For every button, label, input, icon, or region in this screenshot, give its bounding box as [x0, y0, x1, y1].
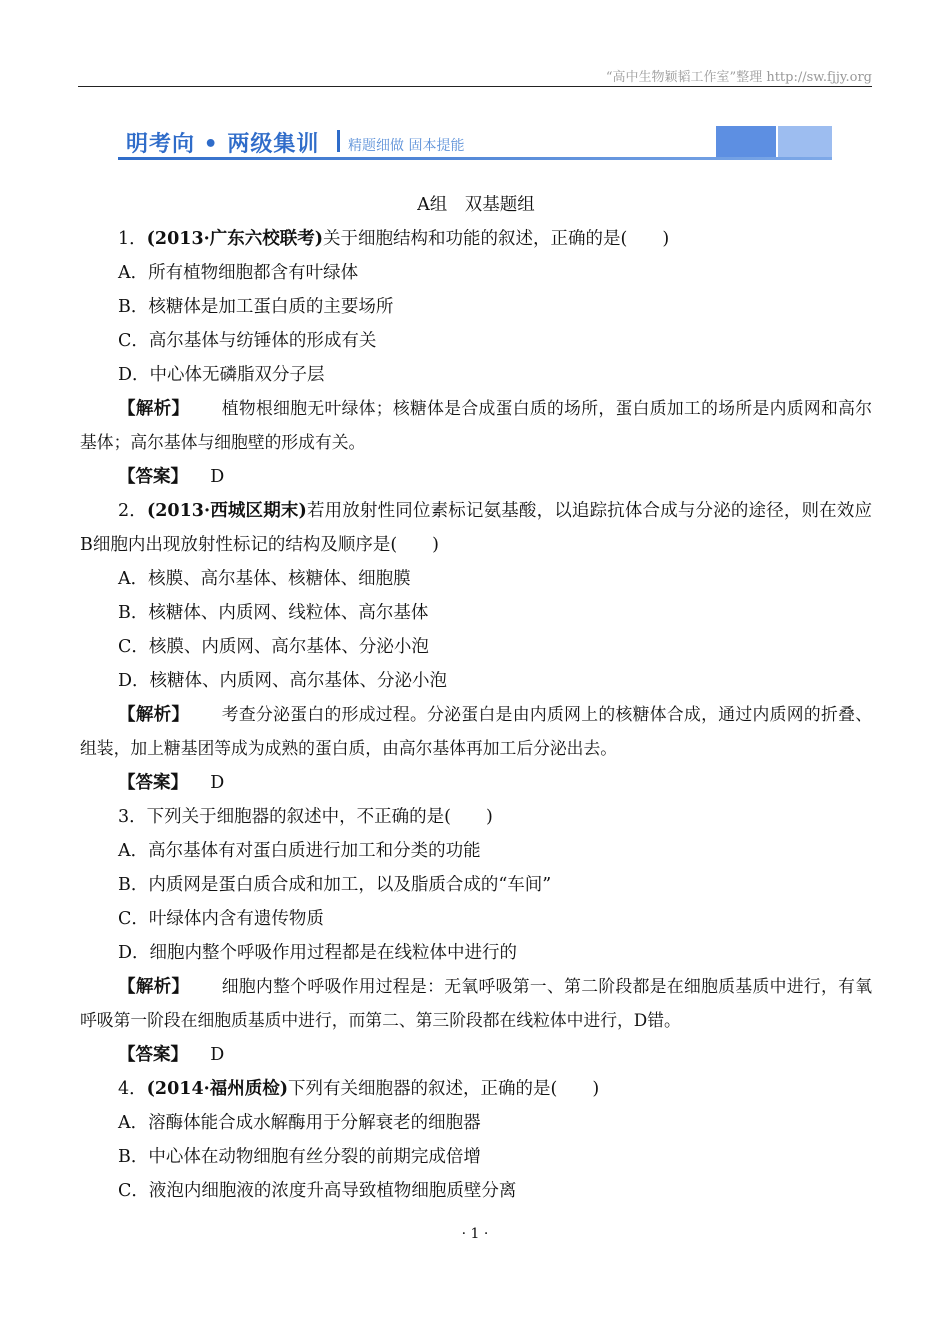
answer-label: 【答案】 — [118, 773, 188, 793]
header-note: “高中生物颖韬工作室”整理 http://sw.fjjy.org — [605, 70, 872, 85]
banner-block-dark — [716, 126, 776, 160]
option-b: B．核糖体、内质网、线粒体、高尔基体 — [118, 603, 429, 623]
option-d: D．细胞内整个呼吸作用过程都是在线粒体中进行的 — [118, 943, 518, 963]
question-source: (2013·西城区期末) — [146, 501, 307, 521]
option-b: B．核糖体是加工蛋白质的主要场所 — [118, 297, 394, 317]
answer — [80, 766, 872, 800]
question-stem — [80, 1072, 872, 1106]
group-title: A组 双基题组 — [417, 195, 535, 215]
answer-label: 【答案】 — [118, 467, 188, 487]
page-number: · 1 · — [461, 1226, 489, 1242]
question-number: 4． — [118, 1079, 147, 1099]
question-stem — [80, 494, 872, 562]
option-c: C．叶绿体内含有遗传物质 — [118, 909, 324, 929]
header-rule — [78, 86, 872, 87]
answer-value: D — [210, 1045, 225, 1065]
option-a: A．溶酶体能合成水解酶用于分解衰老的细胞器 — [118, 1113, 481, 1133]
option-b: B．中心体在动物细胞有丝分裂的前期完成倍增 — [118, 1147, 481, 1167]
banner-block-light — [778, 126, 832, 160]
answer-value: D — [210, 773, 225, 793]
analysis-text: 考查分泌蛋白的形成过程。分泌蛋白是由内质网上的核糖体合成，通过内质网的折叠、组装，加上糖基团等成为成熟的蛋白质，由高尔基体再加工后分泌出去。 — [80, 704, 873, 758]
option-a: A．高尔基体有对蛋白质进行加工和分类的功能 — [118, 841, 481, 861]
option-c: C．核膜、内质网、高尔基体、分泌小泡 — [118, 637, 429, 657]
document-body — [80, 188, 872, 1208]
section-banner — [118, 126, 832, 160]
analysis-label: 【解析】 — [118, 705, 190, 725]
answer — [80, 1038, 872, 1072]
question-stem — [80, 222, 872, 256]
analysis-text: 细胞内整个呼吸作用过程是：无氧呼吸第一、第二阶段都是在细胞质基质中进行，有氧呼吸第一阶段在细胞质基质中进行，而第二、第三阶段都在线粒体中进行，D错。 — [80, 976, 873, 1030]
analysis — [80, 392, 872, 460]
banner-divider — [337, 130, 340, 152]
question-source: (2013·广东六校联考) — [146, 229, 323, 249]
option-d: D．中心体无磷脂双分子层 — [118, 365, 325, 385]
answer-label: 【答案】 — [118, 1045, 188, 1065]
question-1 — [80, 222, 872, 494]
question-4 — [80, 1072, 872, 1208]
question-text: 下列有关细胞器的叙述，正确的是( ) — [288, 1079, 600, 1099]
option-d: D．核糖体、内质网、高尔基体、分泌小泡 — [118, 671, 448, 691]
question-number: 3． — [118, 807, 147, 827]
banner-underline — [118, 157, 832, 160]
question-source: (2014·福州质检) — [146, 1079, 288, 1099]
banner-subtitle: 精题细做 固本提能 — [348, 138, 465, 154]
analysis-label: 【解析】 — [118, 977, 190, 997]
analysis — [80, 698, 872, 766]
option-a: A．所有植物细胞都含有叶绿体 — [118, 263, 359, 283]
question-text: 下列关于细胞器的叙述中，不正确的是( ) — [146, 807, 493, 827]
option-c: C．高尔基体与纺锤体的形成有关 — [118, 331, 377, 351]
analysis-label: 【解析】 — [118, 399, 190, 419]
banner-title: 明考向 • 两级集训 — [126, 132, 320, 157]
question-stem — [80, 800, 872, 834]
answer — [80, 460, 872, 494]
option-c: C．液泡内细胞液的浓度升高导致植物细胞质壁分离 — [118, 1181, 517, 1201]
answer-value: D — [210, 467, 225, 487]
question-2 — [80, 494, 872, 800]
question-number: 2． — [118, 501, 147, 521]
option-a: A．核膜、高尔基体、核糖体、细胞膜 — [118, 569, 411, 589]
analysis — [80, 970, 872, 1038]
question-text: 关于细胞结构和功能的叙述，正确的是( ) — [323, 229, 670, 249]
question-text: 若用放射性同位素标记氨基酸，以追踪抗体合成与分泌的途径，则在效应B细胞内出现放射性标记的结构及顺序是( ) — [80, 501, 873, 555]
question-3 — [80, 800, 872, 1072]
analysis-text: 植物根细胞无叶绿体；核糖体是合成蛋白质的场所，蛋白质加工的场所是内质网和高尔基体；高尔基体与细胞壁的形成有关。 — [80, 398, 873, 452]
option-b: B．内质网是蛋白质合成和加工，以及脂质合成的“车间” — [118, 875, 552, 895]
question-number: 1． — [118, 229, 147, 249]
